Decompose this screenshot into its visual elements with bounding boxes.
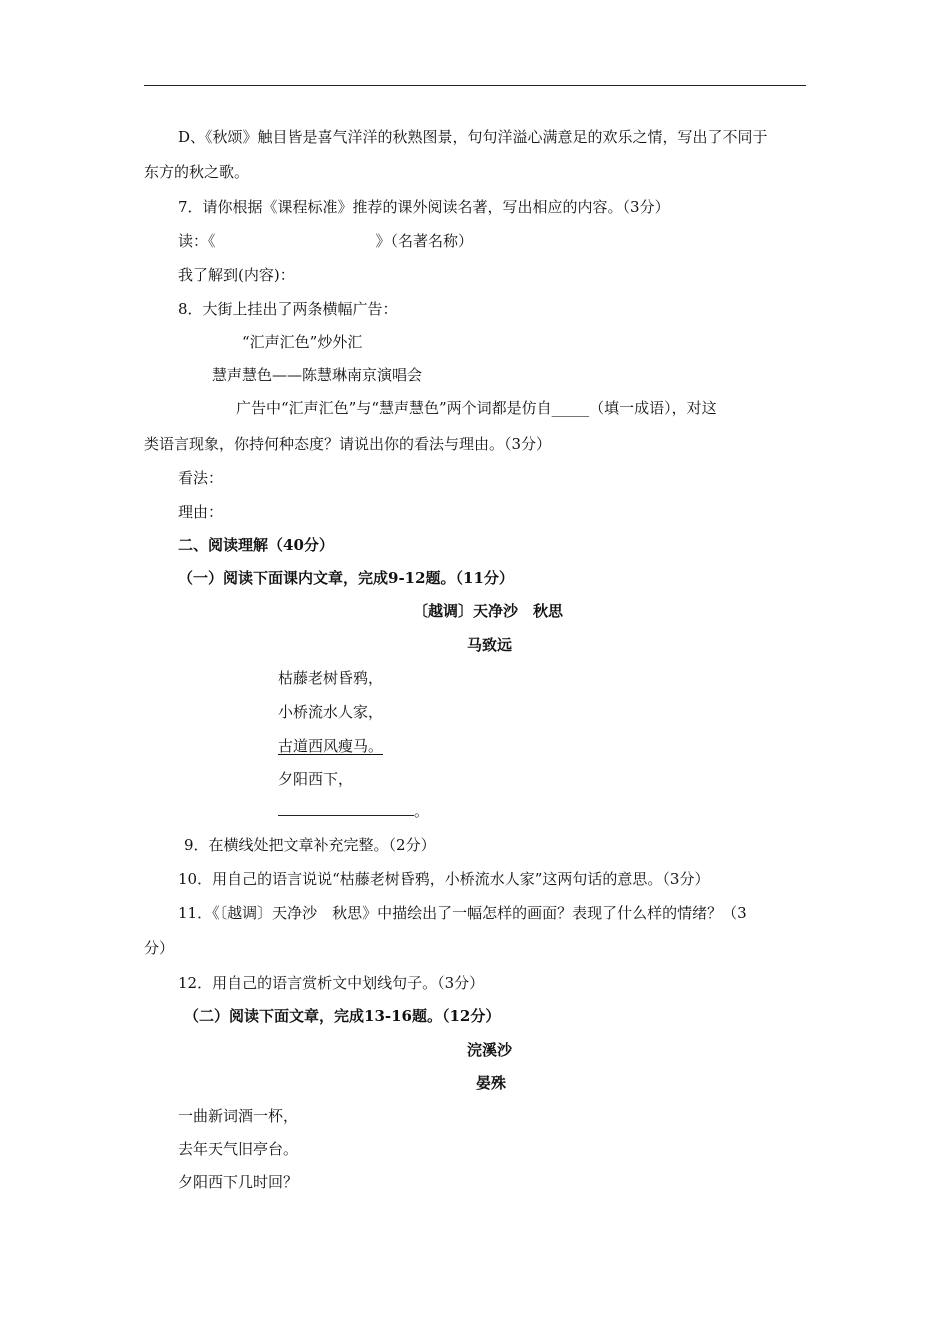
header-rule: [144, 85, 806, 86]
poem-1-title: 〔越调〕天净沙 秋思: [413, 602, 564, 620]
poem-2-author: 晏殊: [476, 1074, 507, 1092]
part-1-title: （一）阅读下面课内文章，完成9-12题。（11分）: [178, 569, 514, 587]
option-d-cont: 东方的秋之歌。: [144, 163, 250, 181]
question-8: 8．大街上挂出了两条横幅广告：: [178, 300, 398, 318]
ad-banner-1: “汇声汇色”炒外汇: [242, 333, 363, 351]
read-suffix: 》（名著名称）: [375, 232, 474, 250]
read-prefix: 读：《: [178, 232, 216, 250]
question-11-cont: 分）: [144, 939, 175, 957]
poem-2-line-3: 夕阳西下几时回？: [178, 1173, 299, 1191]
part-2-title: （二）阅读下面文章，完成13-16题。（12分）: [184, 1007, 501, 1025]
question-11: 11．《〔越调〕天净沙 秋思》中描绘出了一幅怎样的画面？表现了什么样的情绪？（3: [178, 904, 747, 922]
poem-1-line-5: [278, 801, 429, 821]
question-12: 12．用自己的语言赏析文中划线句子。（3分）: [178, 974, 485, 992]
reason-label: 理由：: [178, 503, 224, 521]
question-7: 7．请你根据《课程标准》推荐的课外阅读名著，写出相应的内容。（3分）: [178, 198, 670, 216]
poem-2-line-1: 一曲新词酒一杯，: [178, 1107, 299, 1125]
question-8-text: 广告中“汇声汇色”与“慧声慧色”两个词都是仿自_____（填一成语），对这: [236, 399, 717, 417]
question-8-text-cont: 类语言现象，你持何种态度？请说出你的看法与理由。（3分）: [144, 435, 552, 453]
poem-1-line-1: 枯藤老树昏鸦，: [278, 669, 384, 687]
poem-2-line-2: 去年天气旧亭台。: [178, 1140, 299, 1158]
question-7-read: [178, 231, 473, 251]
question-10: 10．用自己的语言说说“枯藤老树昏鸦，小桥流水人家”这两句话的意思。（3分）: [178, 870, 710, 888]
poem-2-title: 浣溪沙: [467, 1041, 513, 1059]
fill-in-blank[interactable]: [278, 801, 414, 816]
option-d: D、《秋颂》触目皆是喜气洋洋的秋熟图景，句句洋溢心满意足的欢乐之情，写出了不同于: [178, 128, 768, 146]
poem-1-author: 马致远: [467, 636, 513, 654]
poem-1-line-4: 夕阳西下，: [278, 770, 354, 788]
view-label: 看法：: [178, 469, 224, 487]
question-7-learn: 我了解到(内容)：: [178, 266, 295, 284]
poem-1-line-3-underlined: 古道西风瘦马。: [278, 737, 384, 755]
poem-1-line-5-end: 。: [414, 802, 430, 820]
section-2-title: 二、阅读理解（40分）: [178, 536, 334, 554]
ad-banner-2: 慧声慧色——陈慧琳南京演唱会: [212, 366, 423, 384]
question-9: 9．在横线处把文章补充完整。（2分）: [184, 836, 436, 854]
poem-1-line-2: 小桥流水人家，: [278, 703, 384, 721]
